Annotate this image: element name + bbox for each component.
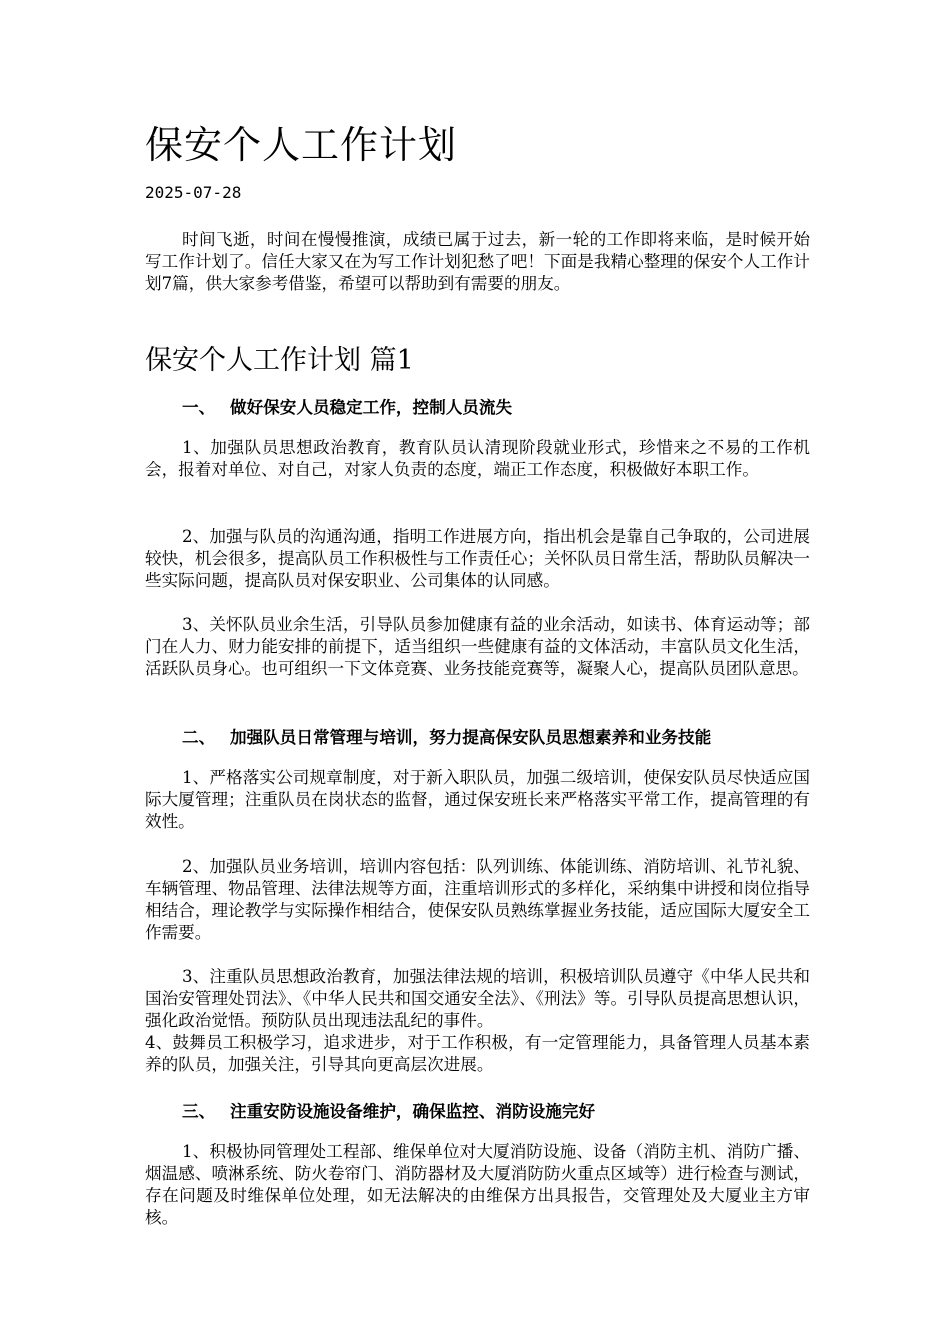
- intro-paragraph: 时间飞逝，时间在慢慢推演，成绩已属于过去，新一轮的工作即将来临，是时候开始写工作计划了。信任大家又在为写工作计划犯愁了吧！下面是我精心整理的保安个人工作计划7篇，供大家参考借鉴，希望可以帮助到有需要的朋友。: [145, 230, 810, 293]
- part-heading: [182, 394, 512, 418]
- body-paragraph: 2、加强与队员的沟通沟通，指明工作进展方向，指出机会是靠自己争取的，公司进展较快，机会很多，提高队员工作积极性与工作责任心；关怀队员日常生活，帮助队员解决一些实际问题，提高队员对保安职业、公司集体的认同感。: [145, 527, 810, 590]
- part-number: 一、: [182, 398, 216, 417]
- part-heading-text: 加强队员日常管理与培训，努力提高保安队员思想素养和业务技能: [230, 728, 712, 747]
- body-paragraph: 1、严格落实公司规章制度，对于新入职队员，加强二级培训，使保安队员尽快适应国际大厦管理；注重队员在岗状态的监督，通过保安班长来严格落实平常工作，提高管理的有效性。: [145, 768, 810, 831]
- section-heading: 保安个人工作计划 篇1: [145, 345, 414, 376]
- body-paragraph: 1、积极协同管理处工程部、维保单位对大厦消防设施、设备（消防主机、消防广播、烟温感、喷淋系统、防火卷帘门、消防器材及大厦消防防火重点区域等）进行检查与测试，存在问题及时维保单位处理，如无法解决的由维保方出具报告，交管理处及大厦业主方审核。: [145, 1142, 810, 1227]
- part-heading: [182, 724, 711, 748]
- body-paragraph: 2、加强队员业务培训，培训内容包括：队列训练、体能训练、消防培训、礼节礼貌、车辆管理、物品管理、法律法规等方面，注重培训形式的多样化，采纳集中讲授和岗位指导相结合，理论教学与实际操作相结合，使保安队员熟练掌握业务技能，适应国际大厦安全工作需要。: [145, 857, 810, 942]
- document-title: 保安个人工作计划: [145, 123, 458, 167]
- part-heading-text: 做好保安人员稳定工作，控制人员流失: [230, 398, 513, 417]
- body-paragraph: 3、注重队员思想政治教育，加强法律法规的培训，积极培训队员遵守《中华人民共和国治安管理处罚法》、《中华人民共和国交通安全法》、《刑法》等。引导队员提高思想认识，强化政治觉悟。预防队员出现违法乱纪的事件。: [145, 967, 810, 1030]
- part-number: 二、: [182, 728, 216, 747]
- body-paragraph: 1、加强队员思想政治教育，教育队员认清现阶段就业形式，珍惜来之不易的工作机会，报着对单位、对自己，对家人负责的态度，端正工作态度，积极做好本职工作。: [145, 438, 810, 479]
- part-number: 三、: [182, 1102, 216, 1121]
- part-heading: [182, 1098, 595, 1122]
- part-heading-text: 注重安防设施设备维护，确保监控、消防设施完好: [230, 1102, 596, 1121]
- document-date: 2025-07-28: [145, 183, 242, 202]
- body-paragraph: 4、鼓舞员工积极学习，追求进步，对于工作积极，有一定管理能力，具备管理人员基本素养的队员，加强关注，引导其向更高层次进展。: [145, 1033, 810, 1074]
- body-paragraph: 3、关怀队员业余生活，引导队员参加健康有益的业余活动，如读书、体育运动等；部门在人力、财力能安排的前提下，适当组织一些健康有益的文体活动，丰富队员文化生活，活跃队员身心。也可组织一下文体竞赛、业务技能竞赛等，凝聚人心，提高队员团队意思。: [145, 615, 810, 678]
